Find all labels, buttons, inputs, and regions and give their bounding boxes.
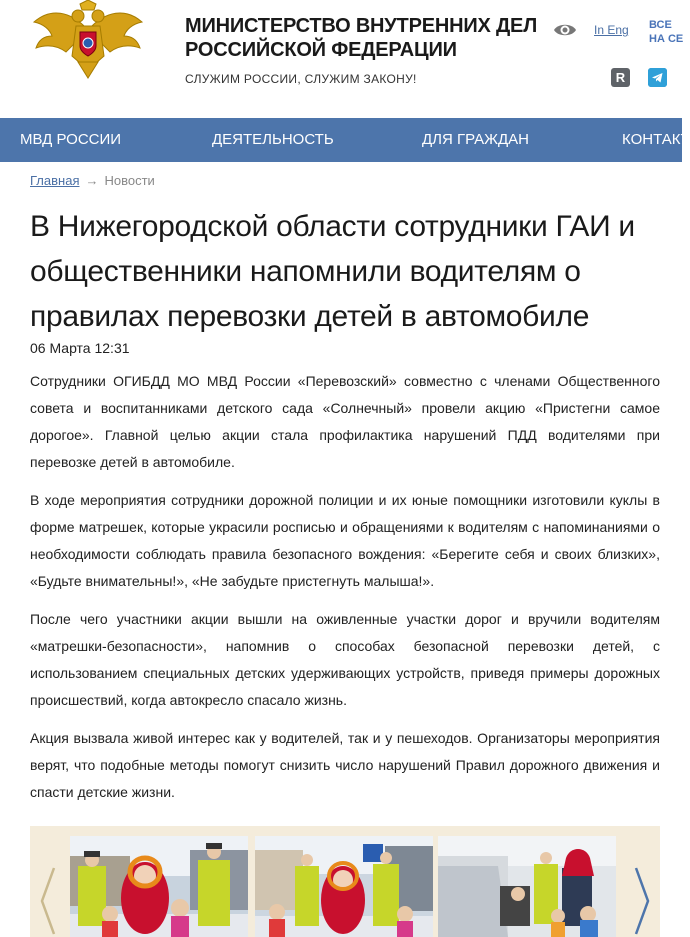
org-name[interactable]: МИНИСТЕРСТВО ВНУТРЕННИХ ДЕЛ РОССИЙСКОЙ ФЕДЕРАЦИИ bbox=[185, 15, 538, 61]
article-paragraph: Акция вызвала живой интерес как у водителей, так и у пешеходов. Организаторы мероприятия верят, что подобные методы помогут снизить число нарушений Правил дорожного движения и спасти детские жизни. bbox=[30, 730, 660, 800]
gallery-photo[interactable] bbox=[70, 836, 248, 937]
article-paragraph: Сотрудники ОГИБДД МО МВД России «Перевозский» совместно с членами Общественного совета и воспитанниками детского сада «Солнечный» провели акцию «Пристегни самое дорогое». Главной целью акции стала профилактика нарушений ПДД водителями при перевозке детей в автомобиле. bbox=[30, 373, 660, 470]
telegram-icon[interactable] bbox=[648, 68, 667, 87]
chevron-right-icon[interactable] bbox=[632, 866, 652, 936]
breadcrumb-arrow-icon: → bbox=[85, 173, 99, 188]
nav-item-citizens[interactable]: ДЛЯ ГРАЖДАН bbox=[422, 131, 529, 148]
gallery-photo[interactable] bbox=[255, 836, 433, 937]
slogan: СЛУЖИМ РОССИИ, СЛУЖИМ ЗАКОНУ! bbox=[185, 72, 417, 86]
breadcrumb-current: Новости bbox=[104, 173, 155, 188]
main-navigation bbox=[0, 118, 690, 162]
article-body bbox=[30, 368, 660, 817]
breadcrumb-home-link[interactable]: Главная bbox=[30, 173, 80, 188]
photo-gallery bbox=[30, 826, 660, 937]
nav-item-activity[interactable]: ДЕЯТЕЛЬНОСТЬ bbox=[212, 131, 334, 148]
nav-item-contacts[interactable]: КОНТАКТ bbox=[622, 131, 690, 148]
chevron-left-icon[interactable] bbox=[38, 866, 58, 936]
gallery-photo[interactable] bbox=[438, 836, 616, 937]
nav-item-mvd[interactable]: МВД РОССИИ bbox=[20, 131, 122, 148]
english-version-link[interactable]: In Eng bbox=[594, 23, 629, 37]
article-paragraph: После чего участники акции вышли на оживленные участки дорог и вручили водителям «матрешки-безопасности», напомнив о способах безопасной перевозки детей, с использованием специальных детских удерживающих устройств, приведя примеры дорожных происшествий, когда автокресло спасало жизнь. bbox=[30, 611, 660, 708]
article-date: 06 Марта 12:31 bbox=[30, 340, 130, 356]
all-sites-line1: ВСЕ bbox=[649, 19, 672, 31]
page-title: В Нижегородской области сотрудники ГАИ и общественники напомнили водителям о правилах перевозки детей в автомобиле bbox=[30, 210, 635, 333]
article-paragraph: В ходе мероприятия сотрудники дорожной полиции и их юные помощники изготовили куклы в форме матрешек, которые украсили росписью и обращениями к водителям с напоминаниями о необходимости соблюдать правила безопасного вождения: «Берегите себя и своих близких», «Будьте внимательны!», «Не забудьте пристегнуть малыша!». bbox=[30, 492, 660, 589]
all-sites-line2: НА СЕ bbox=[649, 33, 684, 45]
breadcrumb bbox=[30, 173, 155, 188]
eye-icon[interactable] bbox=[553, 20, 577, 40]
site-header bbox=[0, 0, 682, 118]
rutube-icon[interactable]: R bbox=[611, 68, 630, 87]
all-sites-link[interactable] bbox=[649, 18, 683, 46]
eagle-emblem-icon[interactable] bbox=[30, 0, 146, 78]
